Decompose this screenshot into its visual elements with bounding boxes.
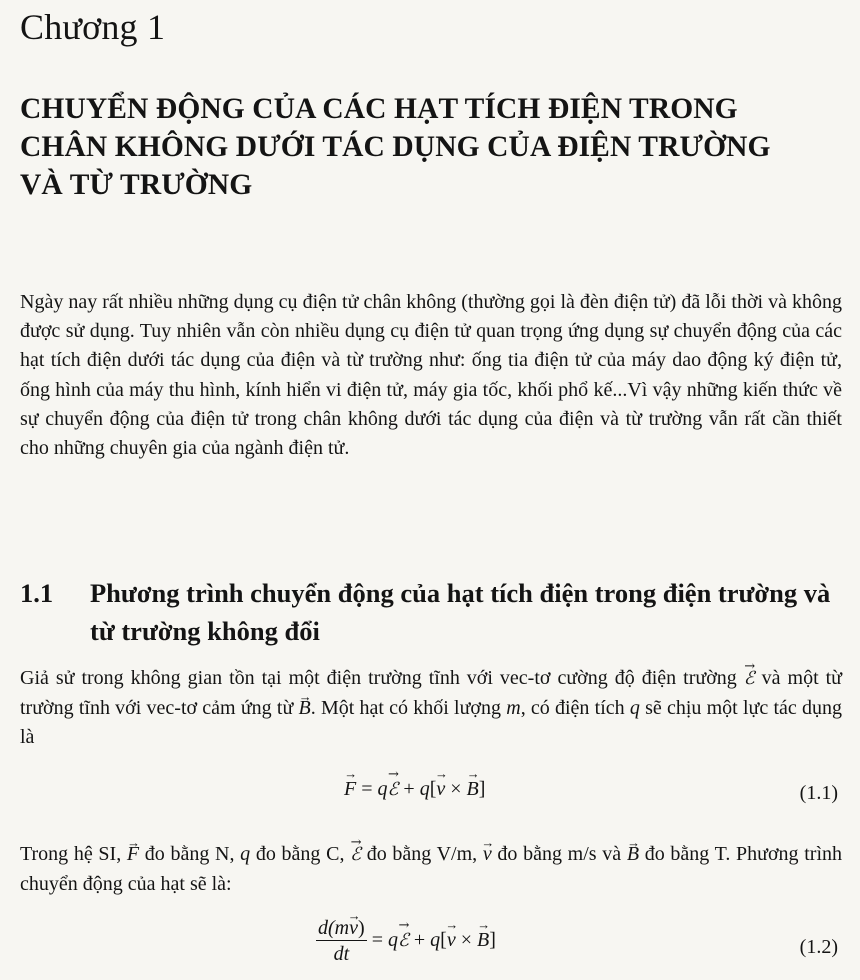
text-run: và một từ trường tĩnh với vec-tơ cảm ứng từ bbox=[20, 667, 843, 719]
chapter-title-line: CHÂN KHÔNG DƯỚI TÁC DỤNG CỦA ĐIỆN TRƯỜNG bbox=[20, 131, 771, 163]
equation-1-2 bbox=[0, 914, 860, 974]
electric-field-symbol: ℰ → bbox=[350, 840, 361, 870]
velocity-symbol: v → bbox=[436, 778, 445, 801]
chapter-title-line: CHUYỂN ĐỘNG CỦA CÁC HẠT TÍCH ĐIỆN TRONG bbox=[20, 93, 738, 125]
equation-body bbox=[344, 778, 485, 801]
text-run: đo bằng T. Phương trình chuyển động của hạt sẽ là: bbox=[20, 843, 843, 895]
bracket-close: ] bbox=[489, 929, 496, 952]
fraction-numerator bbox=[316, 916, 367, 941]
equation-number: (1.1) bbox=[799, 782, 838, 804]
text-run: Giả sử trong không gian tồn tại một điện trường tĩnh với vec-tơ cường độ điện trường bbox=[20, 667, 744, 689]
text-run: đo bằng m/s và bbox=[491, 843, 627, 865]
force-symbol: F → bbox=[127, 840, 139, 870]
velocity-symbol: v → bbox=[483, 840, 492, 870]
chapter-label: Chương 1 bbox=[20, 7, 166, 47]
charge-symbol: q bbox=[419, 778, 430, 800]
velocity-symbol: v → bbox=[349, 916, 358, 940]
paragraph-units bbox=[20, 840, 842, 899]
magnetic-field-symbol: B → bbox=[467, 778, 479, 801]
charge-symbol: q bbox=[430, 929, 441, 952]
electric-field-symbol: ℰ → bbox=[398, 930, 409, 951]
velocity-symbol: v → bbox=[447, 929, 456, 952]
equation-body bbox=[316, 916, 496, 967]
text-run: , có điện tích bbox=[520, 696, 630, 719]
differential: d( bbox=[318, 917, 335, 939]
equals-sign: = bbox=[356, 778, 378, 800]
equals-sign: = bbox=[366, 929, 388, 952]
section-number: 1.1 bbox=[20, 578, 54, 608]
charge-symbol: q bbox=[387, 929, 398, 952]
fraction-denominator: dt bbox=[333, 943, 350, 965]
magnetic-field-symbol: B → bbox=[299, 694, 311, 724]
mass-symbol: m bbox=[506, 696, 521, 719]
derivative-fraction bbox=[316, 916, 367, 967]
electric-field-symbol: ℰ → bbox=[388, 779, 399, 800]
magnetic-field-symbol: B → bbox=[477, 929, 489, 952]
equation-1-1 bbox=[0, 778, 860, 810]
text-run: đo bằng C, bbox=[250, 843, 351, 865]
bracket-close: ] bbox=[478, 778, 486, 800]
text-run: đo bằng N, bbox=[139, 843, 241, 865]
plus-sign: + bbox=[408, 929, 431, 952]
charge-symbol: q bbox=[377, 778, 388, 800]
paren-close: ) bbox=[358, 917, 365, 939]
electric-field-symbol: ℰ → bbox=[744, 664, 755, 694]
intro-paragraph: Ngày nay rất nhiều những dụng cụ điện tử chân không (thường gọi là đèn điện tử) đã lỗi thời và không được sử dụng. Tuy nhiên vẫn còn nhiều dụng cụ điện tử quan trọng ứng dụng sự chuyển động của các hạt tích điện dưới tác dụng của điện và từ trường như: ống tia điện tử của máy dao động ký điện tử, ống hình của máy thu hình, kính hiển vi điện tử, máy gia tốc, khối phổ kế...Vì vậy những kiến thức về sự chuyển động của điện tử trong chân không dưới tác dụng của điện và từ trường vẫn rất cần thiết cho những chuyên gia của ngành điện tử. bbox=[20, 291, 842, 460]
force-symbol: F → bbox=[344, 778, 356, 801]
chapter-title bbox=[20, 90, 850, 204]
chapter-title-line: VÀ TỪ TRƯỜNG bbox=[20, 169, 253, 201]
bracket-open: [ bbox=[440, 929, 447, 952]
equation-number: (1.2) bbox=[799, 936, 838, 958]
magnetic-field-symbol: B → bbox=[627, 840, 639, 870]
text-run: Trong hệ SI, bbox=[20, 843, 127, 865]
text-run: sẽ chịu một lực tác dụng là bbox=[20, 696, 842, 748]
charge-symbol: q bbox=[240, 843, 251, 865]
section-title: Phương trình chuyển động của hạt tích điện trong điện trường và từ trường không đổi bbox=[90, 578, 831, 646]
plus-sign: + bbox=[398, 778, 420, 800]
bracket-open: [ bbox=[429, 778, 437, 800]
text-run: . Một hạt có khối lượng bbox=[310, 696, 507, 719]
charge-symbol: q bbox=[629, 696, 640, 719]
paragraph-field-definition bbox=[20, 664, 842, 753]
text-run: đo bằng V/m, bbox=[361, 843, 483, 865]
cross-product-sign: × bbox=[455, 929, 477, 952]
cross-product-sign: × bbox=[445, 778, 467, 800]
mass-symbol: m bbox=[334, 917, 350, 939]
